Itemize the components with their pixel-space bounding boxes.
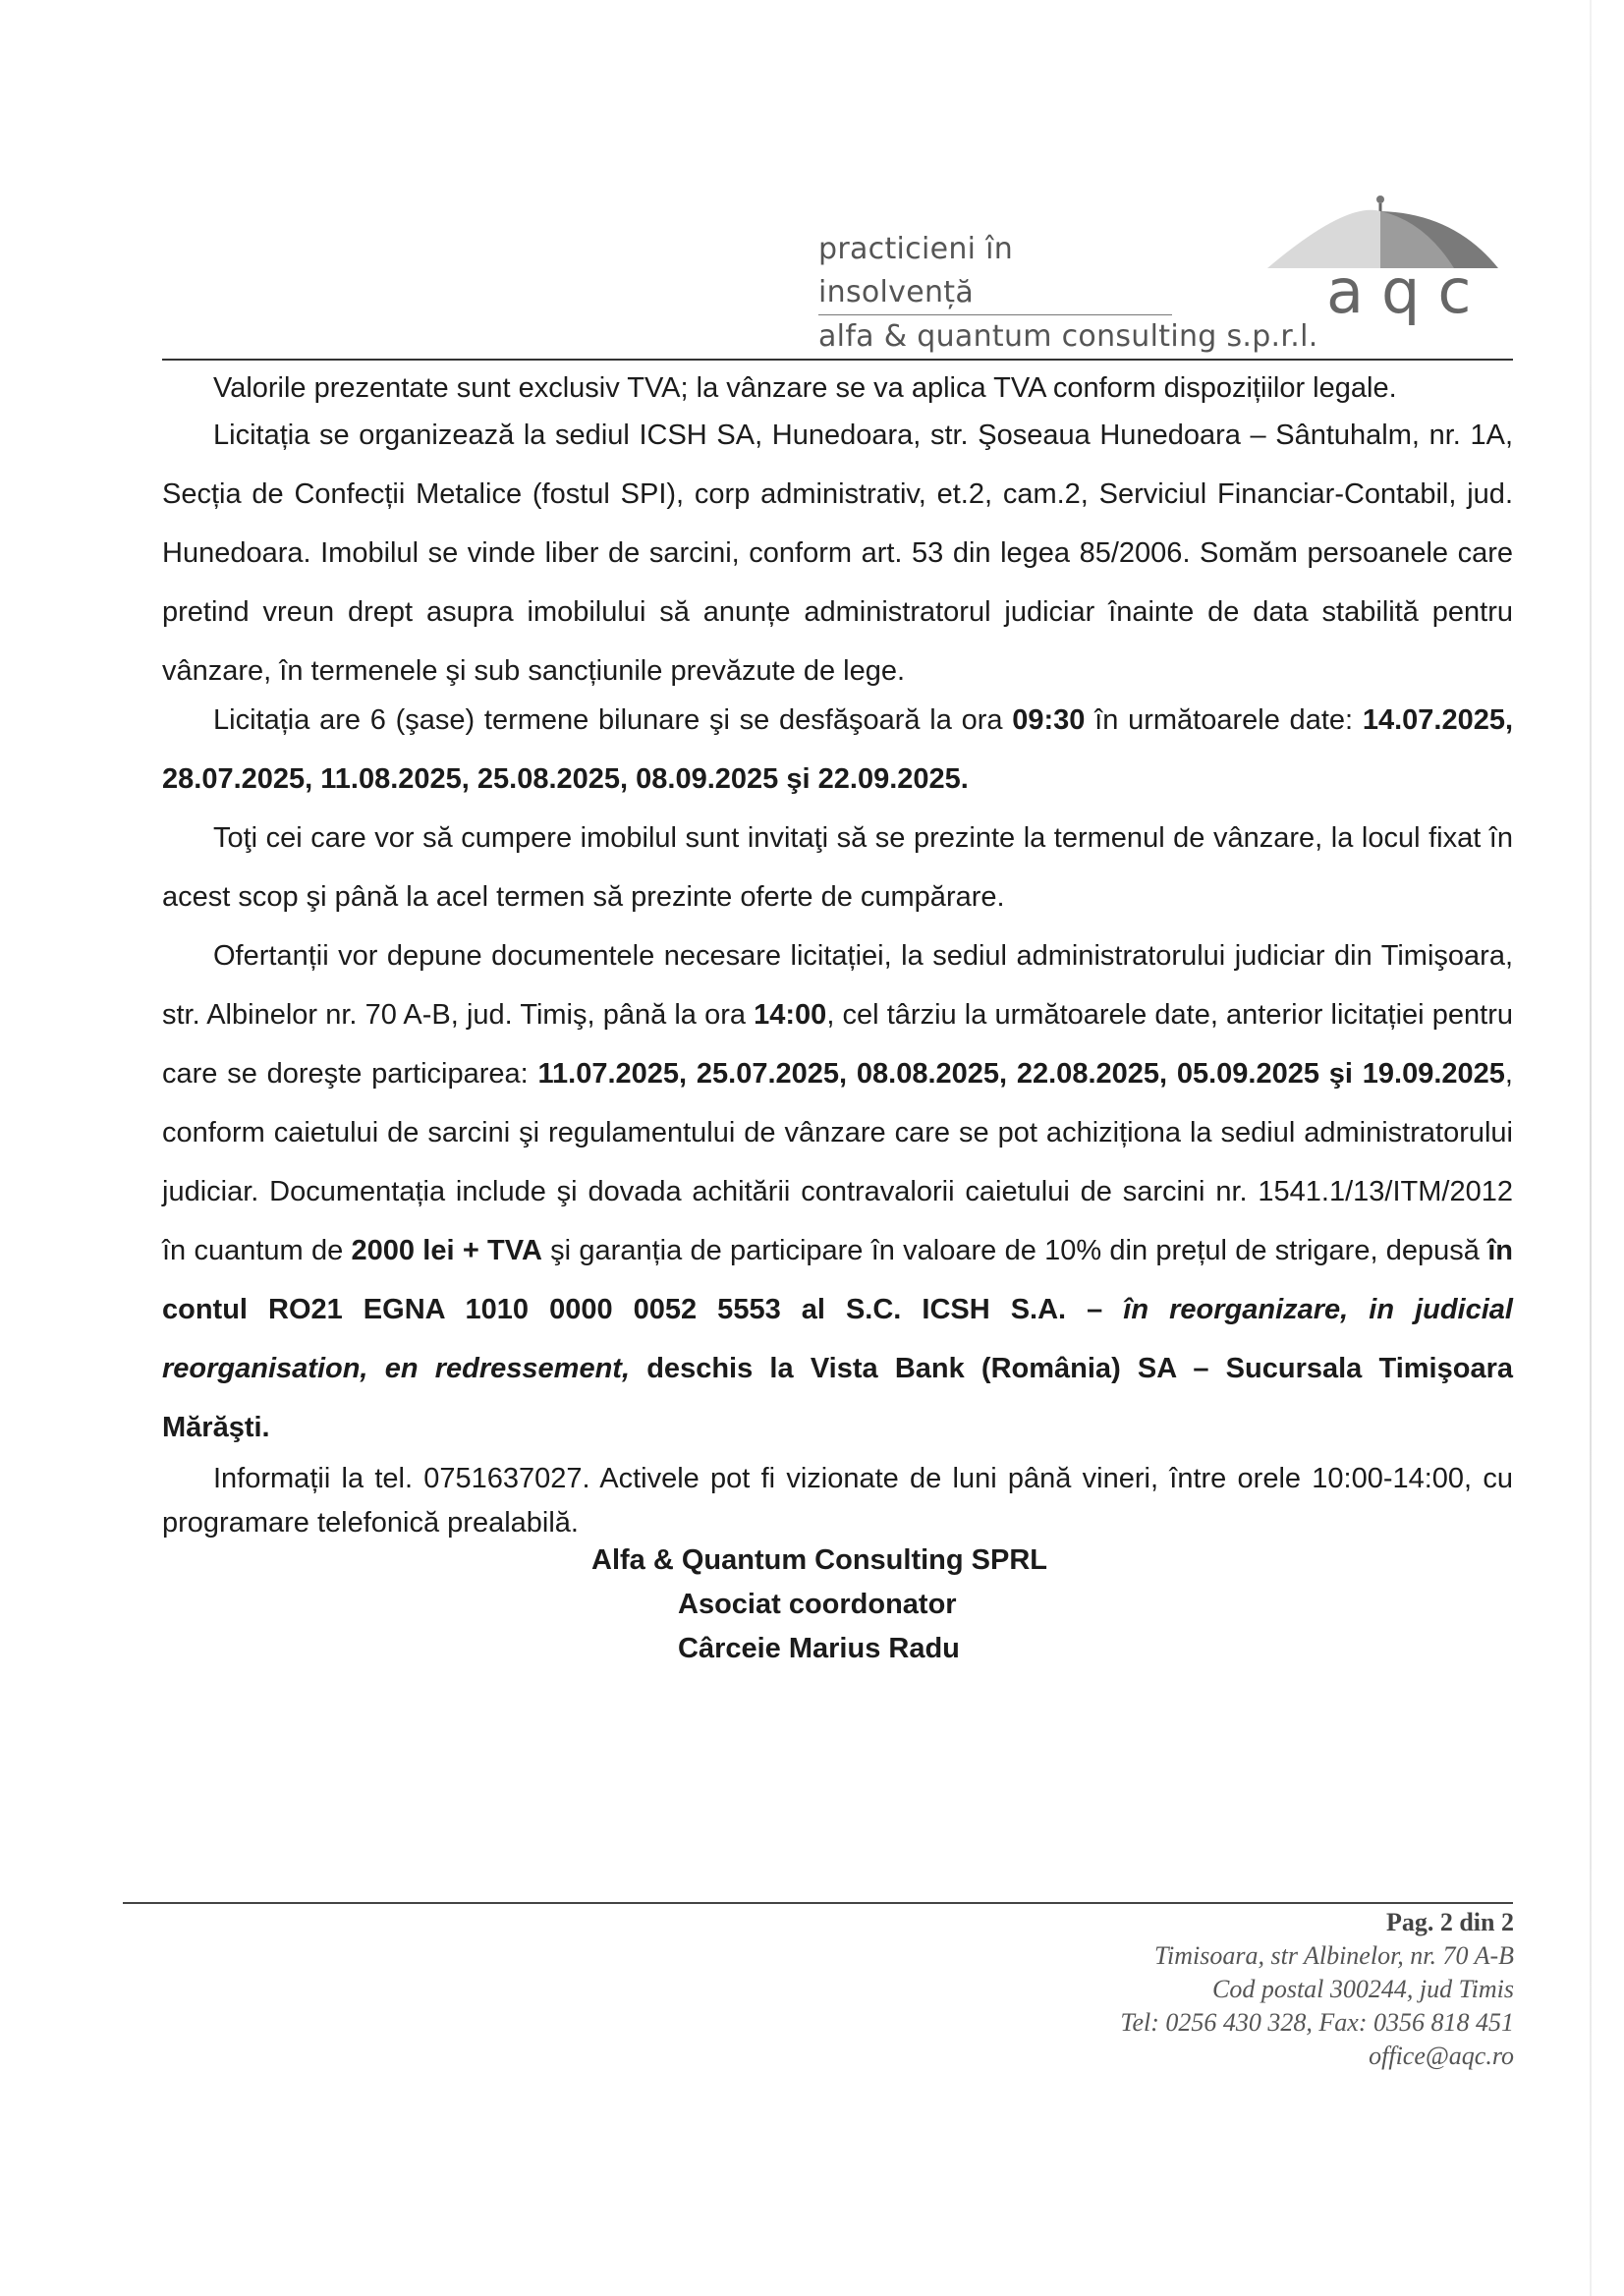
page-edge-shadow xyxy=(1590,0,1592,2296)
p5-text-c: şi xyxy=(1319,1058,1363,1090)
logo-letters: aqc xyxy=(1326,255,1489,327)
bank-name: deschis la Vista Bank (România) SA – Sucursala Timişoara Mărăşti. xyxy=(162,1353,1513,1443)
reorganisation-status: în reorganizare, in judicial reorganisation, en redressement, xyxy=(162,1294,1513,1384)
footer-postal: Cod postal 300244, jud Timis xyxy=(1212,1975,1514,2003)
signature-company: Alfa & Quantum Consulting SPRL xyxy=(591,1544,1047,1576)
p5-text-b: , cel târziu la următoarele date, anterior licitației pentru care se doreşte participarea: xyxy=(162,999,1513,1090)
paragraph-auction-dates xyxy=(162,691,1513,809)
paragraph-vat-note: Valorile prezentate sunt exclusiv TVA; la vânzare se va aplica TVA conform dispozițiilor legale. xyxy=(213,372,1397,404)
footer-address: Timisoara, str Albinelor, nr. 70 A-B xyxy=(1154,1941,1514,1970)
signature-role: Asociat coordonator xyxy=(678,1589,957,1620)
page-number: Pag. 2 din 2 xyxy=(1385,1908,1514,1936)
p5-text-e: şi garanția de participare în valoare de 10% din prețul de strigare, depusă xyxy=(541,1235,1488,1266)
bank-account: în contul RO21 EGNA 1010 0000 0052 5553 al S.C. ICSH S.A. – xyxy=(162,1235,1513,1325)
paragraph-contact: Informații la tel. 0751637027. Activele pot fi vizionate de luni până vineri, între orele 10:00-14:00, cu programare telefonică prealabilă. xyxy=(162,1463,1513,1539)
auction-last-date: 22.09.2025. xyxy=(817,763,969,795)
footer-email: office@aqc.ro xyxy=(1369,2042,1514,2070)
paragraph-invitation: Toţi cei care vor să cumpere imobilul sunt invitaţi să se prezinte la termenul de vânzare, la locul fixat în acest scop şi până la acel termen să prezinte oferte de cumpărare. xyxy=(162,822,1513,913)
p5-text-d: , conform caietului de sarcini şi regulamentului de vânzare care se pot achiziționa la sediul administratorului judiciar. Documentația include şi dovada achitării contravalorii caietului de sarcini nr. 1541.1/13/ITM/2012 în cuantum de xyxy=(162,1058,1513,1266)
specification-fee: 2000 lei + TVA xyxy=(351,1235,542,1266)
tagline-line-2: alfa & quantum consulting s.p.r.l. xyxy=(818,319,1318,354)
paragraph-auction-location: Licitația se organizează la sediul ICSH SA, Hunedoara, str. Şoseaua Hunedoara – Sântuhalm, nr. 1A, Secția de Confecții Metalice (fostul SPI), corp administrativ, et.2, cam.2, Serviciul Financiar-Contabil, jud. Hunedoara. Imobilul se vinde liber de sarcini, conform art. 53 din legea 85/2006. Somăm persoanele care pretind vreun drept asupra imobilului să anunțe administratorul judiciar înainte de data stabilită pentru vânzare, în termenele şi sub sancțiunile prevăzute de lege. xyxy=(162,420,1513,687)
footer-divider xyxy=(123,1902,1513,1904)
p5-text-a: Ofertanții vor depune documentele necesare licitației, la sediul administratorului judiciar din Timişoara, str. Albinelor nr. 70 A-B, jud. Timiş, până la ora xyxy=(162,940,1513,1031)
p3-text-b: în următoarele date: xyxy=(1085,704,1363,736)
footer-contact-block xyxy=(1120,1906,1514,2073)
paragraph-bidders xyxy=(162,926,1513,1457)
auction-dates: 14.07.2025, 28.07.2025, 11.08.2025, 25.08.2025, 08.09.2025 xyxy=(162,704,1514,795)
tagline-line-1: practicieni în insolvență xyxy=(818,228,1172,315)
p3-text-a: Licitația are 6 (şase) termene bilunare şi se desfăşoară la ora xyxy=(213,704,1013,736)
submission-dates: 11.07.2025, 25.07.2025, 08.08.2025, 22.08.2025, 05.09.2025 xyxy=(537,1058,1319,1090)
submission-time: 14:00 xyxy=(754,999,827,1031)
auction-time: 09:30 xyxy=(1012,704,1086,736)
letterhead-tagline xyxy=(818,228,1329,359)
signature-name: Cârceie Marius Radu xyxy=(678,1633,960,1664)
submission-last-date: 19.09.2025 xyxy=(1362,1058,1505,1090)
p3-text-c: şi xyxy=(778,763,818,795)
footer-phone: Tel: 0256 430 328, Fax: 0356 818 451 xyxy=(1120,2008,1514,2037)
